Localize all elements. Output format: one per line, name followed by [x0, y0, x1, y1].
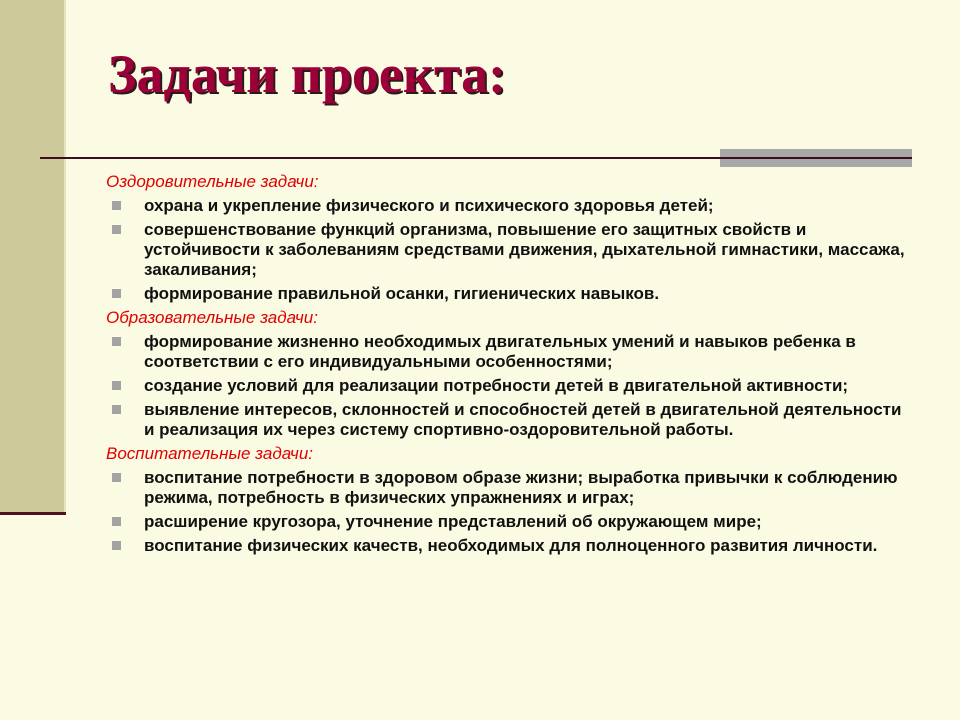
list-item — [106, 400, 906, 440]
list-item — [106, 220, 906, 280]
list-item-text: воспитание потребности в здоровом образе жизни; выработка привычки к соблюдению режима, потребность в физических упражнениях и играх; — [144, 468, 898, 507]
list-item — [106, 536, 906, 556]
list-item-text: воспитание физических качеств, необходимых для полноценного развития личности. — [144, 536, 878, 555]
list-item-text: создание условий для реализации потребности детей в двигательной активности; — [144, 376, 849, 395]
section-education — [106, 308, 906, 440]
left-bar-edge — [64, 0, 66, 512]
list-item — [106, 196, 906, 216]
title-divider — [40, 157, 720, 159]
square-bullet-icon — [112, 225, 121, 234]
list-item — [106, 468, 906, 508]
list-item-text: формирование жизненно необходимых двигательных умений и навыков ребенка в соответствии с его индивидуальными особенностями; — [144, 332, 856, 371]
left-decorative-bar — [0, 0, 64, 512]
list-item — [106, 332, 906, 372]
square-bullet-icon — [112, 541, 121, 550]
section-heading: Образовательные задачи: — [106, 308, 318, 327]
list-item-text: охрана и укрепление физического и психического здоровья детей; — [144, 196, 714, 215]
square-bullet-icon — [112, 289, 121, 298]
bullet-list — [106, 468, 906, 556]
list-item — [106, 284, 906, 304]
section-upbringing — [106, 444, 906, 556]
bullet-list — [106, 196, 906, 304]
section-heading: Оздоровительные задачи: — [106, 172, 319, 191]
bullet-list — [106, 332, 906, 440]
square-bullet-icon — [112, 201, 121, 210]
slide-body — [106, 172, 906, 560]
list-item-text: формирование правильной осанки, гигиенических навыков. — [144, 284, 660, 303]
square-bullet-icon — [112, 517, 121, 526]
section-health — [106, 172, 906, 304]
square-bullet-icon — [112, 473, 121, 482]
square-bullet-icon — [112, 405, 121, 414]
square-bullet-icon — [112, 381, 121, 390]
list-item — [106, 376, 906, 396]
list-item-text: совершенствование функций организма, повышение его защитных свойств и устойчивости к заболеваниям средствами движения, дыхательной гимнастики, массажа, закаливания; — [144, 220, 905, 279]
list-item-text: расширение кругозора, уточнение представлений об окружающем мире; — [144, 512, 762, 531]
section-heading: Воспитательные задачи: — [106, 444, 314, 463]
list-item — [106, 512, 906, 532]
square-bullet-icon — [112, 337, 121, 346]
slide-title: Задачи проекта: — [108, 44, 507, 104]
left-bar-divider — [0, 512, 66, 515]
title-divider-accent — [720, 149, 912, 167]
list-item-text: выявление интересов, склонностей и способностей детей в двигательной деятельности и реализация их через систему спортивно-оздоровительной работы. — [144, 400, 902, 439]
